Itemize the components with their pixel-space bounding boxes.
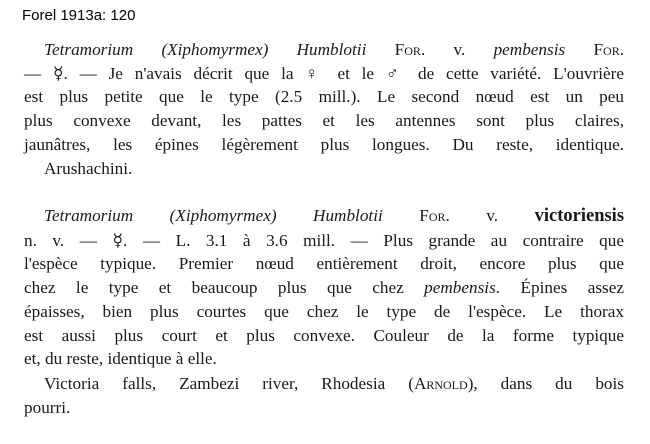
variety-name: pembensis — [493, 40, 566, 59]
variety-reference: pembensis — [424, 278, 496, 298]
body-line: l'espèce typique. Premier nœud entièrement droit, encore plus que — [24, 254, 624, 274]
body-line — [24, 276, 624, 300]
text-segment: Victoria falls, Zambezi river, Rhodesia ( — [44, 374, 414, 393]
taxon-heading — [24, 38, 624, 62]
variety-abbr: v. — [486, 206, 499, 225]
entry-locality — [24, 372, 624, 419]
body-line: est plus petite que le type (2.5 mill.). Le second nœud est un peu — [24, 87, 624, 107]
variety-abbr: v. — [453, 40, 466, 59]
body-line: — ☿. — Je n'avais décrit que la ♀ et le ♂ de cette variété. L'ouvrière — [24, 63, 624, 83]
taxon-heading — [24, 204, 624, 229]
variety-name: victoriensis — [534, 206, 625, 226]
body-line: plus convexe devant, les pattes et les antennes sont plus claires, — [24, 111, 624, 131]
entry-victoriensis — [24, 204, 624, 371]
body-line: est aussi plus court et plus convexe. Couleur de la forme typique — [24, 325, 624, 345]
text-segment: . Épines assez — [495, 278, 624, 298]
locality-line — [24, 372, 624, 396]
locality: Arushachini. — [44, 158, 133, 178]
body-line: épaisses, bien plus courtes que chez le type de l'espèce. Le thorax — [24, 301, 624, 321]
locality-line: pourri. — [24, 397, 71, 417]
author: For. — [593, 40, 624, 59]
entry-pembensis — [24, 38, 624, 180]
page-reference: Forel 1913a: 120 — [22, 7, 136, 24]
body-line: et, du reste, identique à elle. — [24, 349, 217, 369]
author: For. — [419, 206, 450, 225]
body-line: jaunâtres, les épines légèrement plus longues. Du reste, identique. — [24, 134, 624, 154]
collector-name: Arnold — [413, 374, 468, 393]
text-segment: ), dans du bois — [467, 374, 624, 393]
taxon-name: Tetramorium (Xiphomyrmex) Humblotii — [44, 206, 383, 225]
taxon-name: Tetramorium (Xiphomyrmex) Humblotii — [44, 40, 367, 59]
body-line: n. v. — ☿. — L. 3.1 à 3.6 mill. — Plus grande au contraire que — [24, 230, 624, 250]
author: For. — [394, 40, 426, 59]
text-segment: chez le type et beaucoup plus que chez — [24, 278, 404, 298]
